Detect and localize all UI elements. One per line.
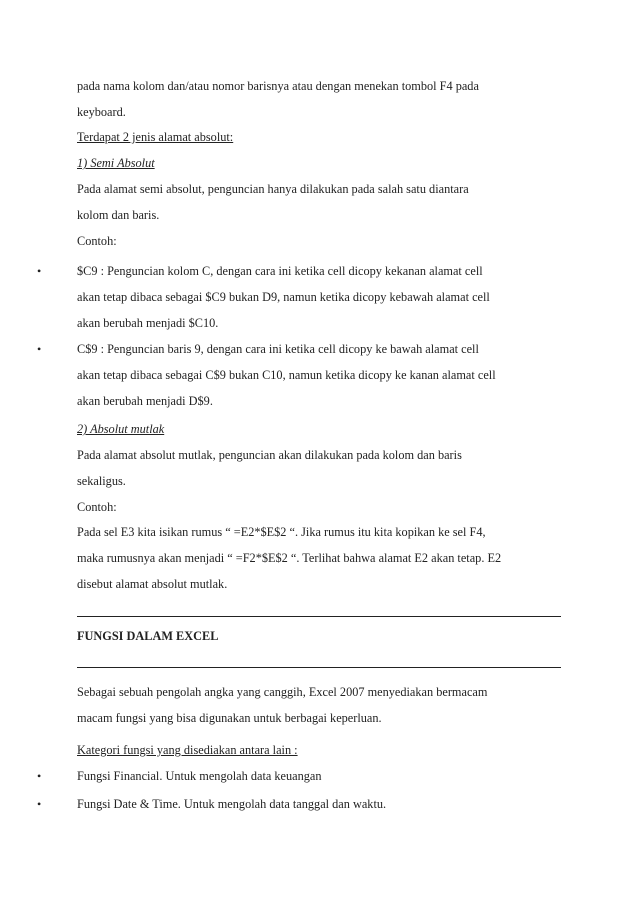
paragraph-line: akan tetap dibaca sebagai $C9 bukan D9, namun ketika dicopy kebawah alamat cell — [77, 290, 490, 304]
list-item: C$9 : Penguncian baris 9, dengan cara ini ketika cell dicopy ke bawah alamat cell — [77, 342, 479, 356]
list-item: Fungsi Financial. Untuk mengolah data keuangan — [77, 769, 322, 783]
paragraph-line: keyboard. — [77, 105, 126, 119]
paragraph-line: Sebagai sebuah pengolah angka yang canggih, Excel 2007 menyediakan bermacam — [77, 685, 488, 699]
example-label: Contoh: — [77, 234, 117, 248]
subheading-absolut-mutlak: 2) Absolut mutlak — [77, 422, 165, 436]
divider — [77, 616, 561, 617]
section-heading: FUNGSI DALAM EXCEL — [77, 629, 219, 643]
list-item: Fungsi Date & Time. Untuk mengolah data tanggal dan waktu. — [77, 797, 387, 811]
subheading-absolute-types: Terdapat 2 jenis alamat absolut: — [77, 130, 234, 144]
subheading-categories: Kategori fungsi yang disediakan antara lain : — [77, 743, 298, 757]
paragraph-line: akan tetap dibaca sebagai C$9 bukan C10, namun ketika dicopy ke kanan alamat cell — [77, 368, 496, 382]
paragraph-line: pada nama kolom dan/atau nomor barisnya atau dengan menekan tombol F4 pada — [77, 79, 479, 93]
paragraph-line: akan berubah menjadi $C10. — [77, 316, 219, 330]
subheading-semi-absolut: 1) Semi Absolut — [77, 156, 155, 170]
paragraph-line: macam fungsi yang bisa digunakan untuk berbagai keperluan. — [77, 711, 382, 725]
paragraph-line: Pada alamat semi absolut, penguncian hanya dilakukan pada salah satu diantara — [77, 182, 469, 196]
example-label: Contoh: — [77, 500, 117, 514]
paragraph-line: Pada sel E3 kita isikan rumus “ =E2*$E$2 “. Jika rumus itu kita kopikan ke sel F4, — [77, 525, 486, 539]
bullet-icon: • — [37, 797, 42, 811]
bullet-icon: • — [37, 264, 42, 278]
paragraph-line: Pada alamat absolut mutlak, penguncian akan dilakukan pada kolom dan baris — [77, 448, 462, 462]
paragraph-line: disebut alamat absolut mutlak. — [77, 577, 228, 591]
paragraph-line: akan berubah menjadi D$9. — [77, 394, 213, 408]
list-item: $C9 : Penguncian kolom C, dengan cara ini ketika cell dicopy kekanan alamat cell — [77, 264, 483, 278]
paragraph-line: sekaligus. — [77, 474, 126, 488]
paragraph-line: maka rumusnya akan menjadi “ =F2*$E$2 “. Terlihat bahwa alamat E2 akan tetap. E2 — [77, 551, 502, 565]
bullet-icon: • — [37, 342, 42, 356]
divider — [77, 667, 561, 668]
bullet-icon: • — [37, 769, 42, 783]
paragraph-line: kolom dan baris. — [77, 208, 160, 222]
